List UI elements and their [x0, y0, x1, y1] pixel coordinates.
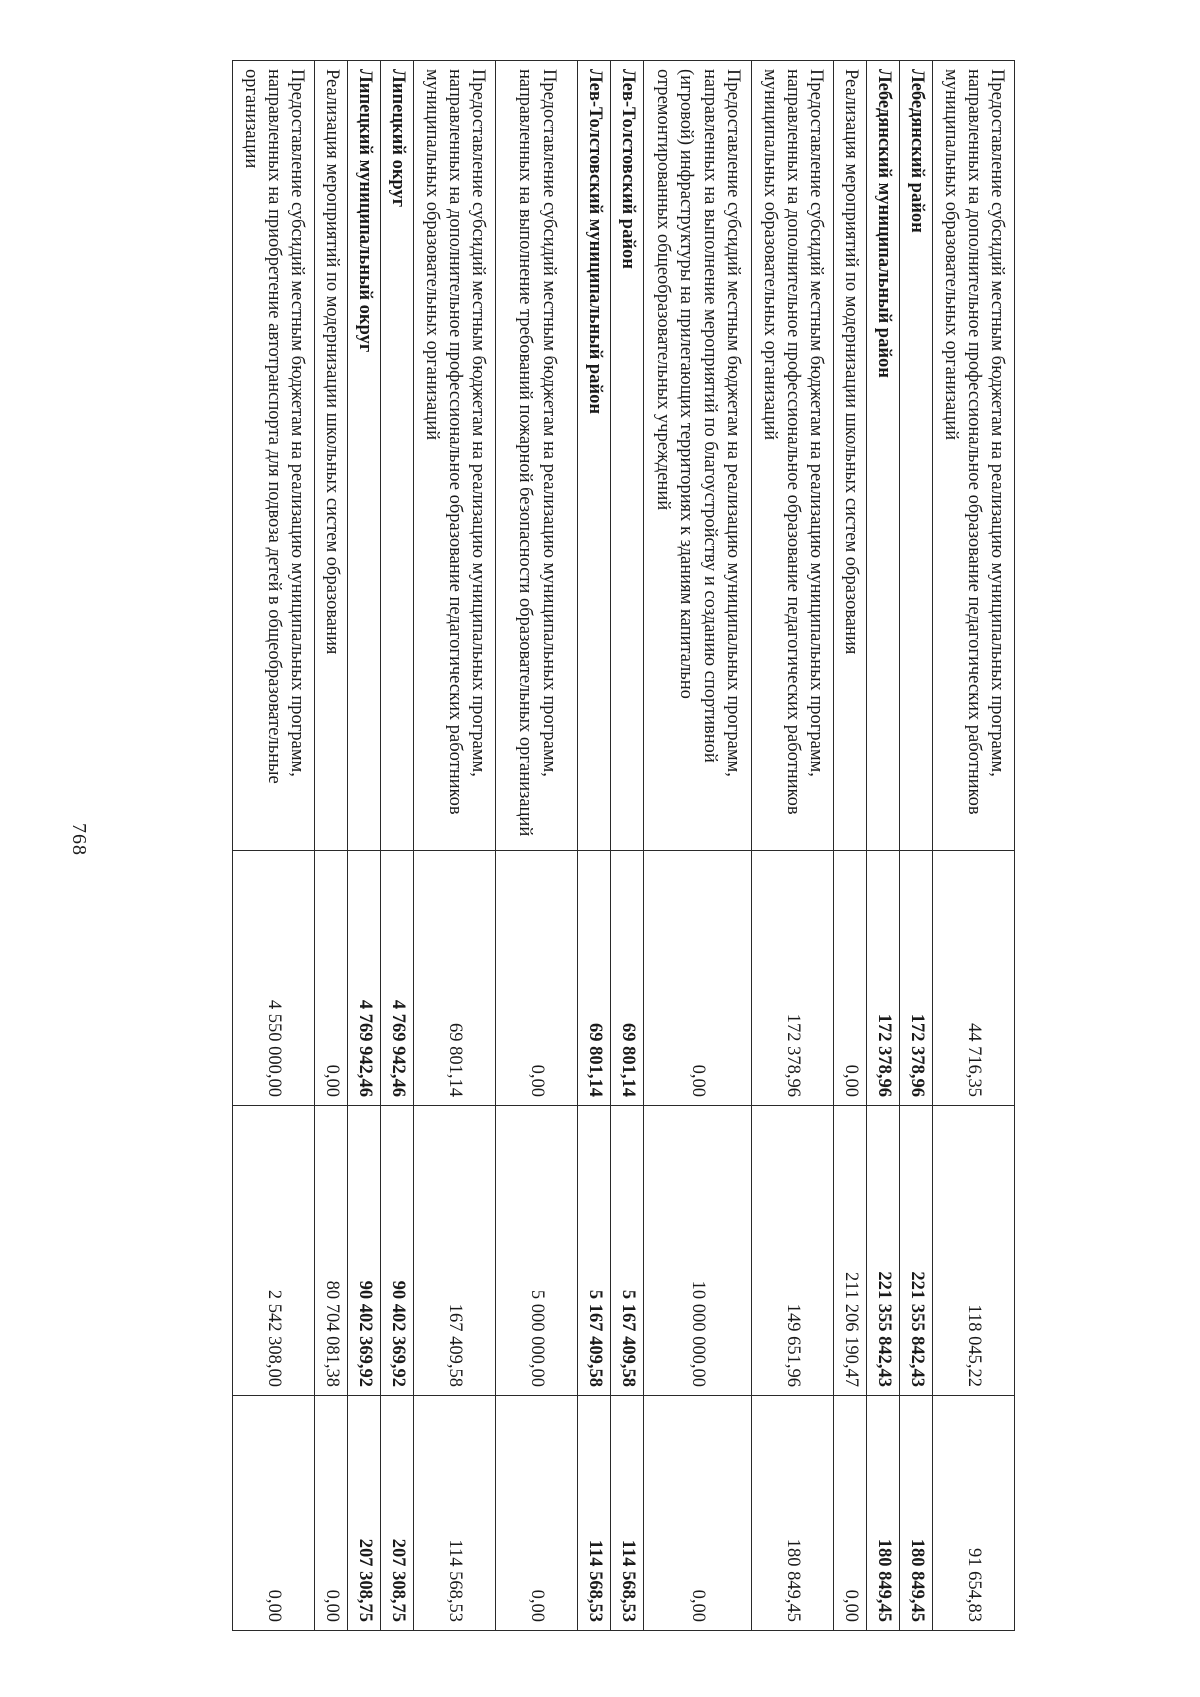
- value-col-3: 91 654,83: [933, 1396, 1015, 1631]
- value-col-2: 118 045,22: [933, 1106, 1015, 1396]
- budget-table-body: [233, 61, 1015, 1631]
- value-col-1: 172 378,96: [752, 851, 834, 1106]
- table-row-region: [611, 61, 644, 1631]
- row-description: Предоставление субсидий местным бюджетам на реализацию муниципальных программ, направленных на дополнительное профессиональное образование педагогических работников муниципальных образовательных организаций: [414, 61, 496, 851]
- table-row: [233, 61, 315, 1631]
- value-col-1: 69 801,14: [414, 851, 496, 1106]
- value-col-1: 172 378,96: [900, 851, 933, 1106]
- row-description: Предоставление субсидий местным бюджетам на реализацию муниципальных программ, направленных на выполнение мероприятий по благоустройству и созданию спортивной (игровой) инфраструктуры на прилегающих территориях к зданиям капитально отремонтированных общеобразовательных учреждений: [644, 61, 752, 851]
- value-col-3: 207 308,75: [348, 1396, 381, 1631]
- value-col-2: 5 167 409,58: [611, 1106, 644, 1396]
- value-col-2: 90 402 369,92: [348, 1106, 381, 1396]
- value-col-1: 0,00: [834, 851, 867, 1106]
- value-col-3: 114 568,53: [578, 1396, 611, 1631]
- row-description: Предоставление субсидий местным бюджетам на реализацию муниципальных программ, направленных на дополнительное профессиональное образование педагогических работников муниципальных образовательных организаций: [752, 61, 834, 851]
- value-col-3: 207 308,75: [381, 1396, 414, 1631]
- value-col-1: 69 801,14: [578, 851, 611, 1106]
- value-col-3: 114 568,53: [414, 1396, 496, 1631]
- row-description: Предоставление субсидий местным бюджетам на реализацию муниципальных программ, направленных на выполнение требований пожарной безопасности образовательных организаций: [496, 61, 578, 851]
- value-col-3: 0,00: [315, 1396, 348, 1631]
- value-col-2: 90 402 369,92: [381, 1106, 414, 1396]
- value-col-2: 211 206 190,47: [834, 1106, 867, 1396]
- value-col-3: 0,00: [233, 1396, 315, 1631]
- value-col-2: 80 704 081,38: [315, 1106, 348, 1396]
- table-row: [933, 61, 1015, 1631]
- table-row: [315, 61, 348, 1631]
- row-description: Реализация мероприятий по модернизации школьных систем образования: [834, 61, 867, 851]
- row-description: Предоставление субсидий местным бюджетам на реализацию муниципальных программ, направленных на приобретение автотранспорта для подвоза детей в общеобразовательные организации: [233, 61, 315, 851]
- value-col-3: 180 849,45: [752, 1396, 834, 1631]
- row-description: Липецкий округ: [381, 61, 414, 851]
- row-description: Липецкий муниципальный округ: [348, 61, 381, 851]
- value-col-1: 44 716,35: [933, 851, 1015, 1106]
- value-col-2: 167 409,58: [414, 1106, 496, 1396]
- table-row-region: [381, 61, 414, 1631]
- table-row-region: [578, 61, 611, 1631]
- value-col-2: 10 000 000,00: [644, 1106, 752, 1396]
- value-col-1: 4 769 942,46: [348, 851, 381, 1106]
- value-col-1: 69 801,14: [611, 851, 644, 1106]
- rotated-table-container: [135, 60, 1015, 1630]
- value-col-1: 4 550 000,00: [233, 851, 315, 1106]
- table-row: [644, 61, 752, 1631]
- value-col-2: 5 167 409,58: [578, 1106, 611, 1396]
- table-row-region: [900, 61, 933, 1631]
- value-col-2: 221 355 842,43: [867, 1106, 900, 1396]
- row-description: Предоставление субсидий местным бюджетам на реализацию муниципальных программ, направленных на дополнительное профессиональное образование педагогических работников муниципальных образовательных организаций: [933, 61, 1015, 851]
- value-col-3: 180 849,45: [867, 1396, 900, 1631]
- value-col-1: 0,00: [496, 851, 578, 1106]
- table-row: [414, 61, 496, 1631]
- value-col-2: 2 542 308,00: [233, 1106, 315, 1396]
- table-row: [834, 61, 867, 1631]
- value-col-3: 114 568,53: [611, 1396, 644, 1631]
- table-row: [496, 61, 578, 1631]
- page-number: 768: [68, 823, 90, 856]
- row-description: Лебедянский муниципальный район: [867, 61, 900, 851]
- value-col-1: 0,00: [644, 851, 752, 1106]
- rotated-content: [135, 60, 1015, 1630]
- row-description: Лев-Толстовский муниципальный район: [578, 61, 611, 851]
- budget-table: [232, 60, 1015, 1631]
- value-col-3: 180 849,45: [900, 1396, 933, 1631]
- value-col-2: 149 651,96: [752, 1106, 834, 1396]
- value-col-3: 0,00: [834, 1396, 867, 1631]
- value-col-1: 4 769 942,46: [381, 851, 414, 1106]
- row-description: Реализация мероприятий по модернизации школьных систем образования: [315, 61, 348, 851]
- table-row-region: [348, 61, 381, 1631]
- value-col-3: 0,00: [496, 1396, 578, 1631]
- value-col-2: 221 355 842,43: [900, 1106, 933, 1396]
- table-row: [752, 61, 834, 1631]
- value-col-2: 5 000 000,00: [496, 1106, 578, 1396]
- value-col-1: 172 378,96: [867, 851, 900, 1106]
- row-description: Лев-Толстовский район: [611, 61, 644, 851]
- table-row-region: [867, 61, 900, 1631]
- value-col-3: 0,00: [644, 1396, 752, 1631]
- value-col-1: 0,00: [315, 851, 348, 1106]
- row-description: Лебедянский район: [900, 61, 933, 851]
